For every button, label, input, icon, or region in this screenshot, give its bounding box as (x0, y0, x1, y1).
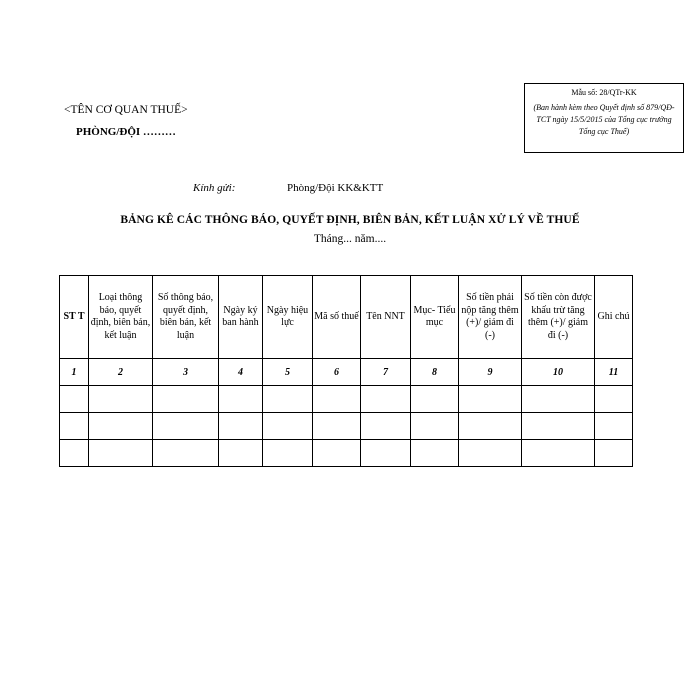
table-header-row (60, 276, 633, 359)
header-sub-item: Mục- Tiểu mục (411, 276, 459, 359)
column-number: 8 (411, 359, 459, 386)
table-cell (361, 440, 411, 467)
header-notes: Ghi chú (595, 276, 633, 359)
table-cell (522, 413, 595, 440)
header-notice-number: Số thông báo, quyết định, biên bản, kết luận (153, 276, 219, 359)
table-row (60, 386, 633, 413)
table-cell (313, 386, 361, 413)
greeting-label: Kính gửi: (193, 182, 236, 194)
table-row (60, 413, 633, 440)
column-number: 2 (89, 359, 153, 386)
table-row (60, 440, 633, 467)
header-notice-type: Loại thông báo, quyết định, biên bản, kết luận (89, 276, 153, 359)
table-cell (411, 440, 459, 467)
header-taxpayer-name: Tên NNT (361, 276, 411, 359)
table-cell (522, 440, 595, 467)
table-cell (219, 440, 263, 467)
column-number: 7 (361, 359, 411, 386)
table-cell (153, 386, 219, 413)
table-cell (411, 386, 459, 413)
tax-agency-name: <TÊN CƠ QUAN THUẾ> (64, 104, 188, 116)
table-cell (361, 413, 411, 440)
table-cell (313, 413, 361, 440)
table-cell (459, 413, 522, 440)
report-period: Tháng... năm.... (313, 233, 387, 245)
greeting-recipient: Phòng/Đội KK&KTT (287, 182, 384, 194)
table-cell (595, 440, 633, 467)
header-issue-date: Ngày ký ban hành (219, 276, 263, 359)
form-code: Mẫu số: 28/QTr-KK (571, 88, 637, 97)
table-cell (263, 440, 313, 467)
table-cell (153, 413, 219, 440)
form-issued-note: (Ban hành kèm theo Quyết định số 879/QĐ-TCT ngày 15/5/2015 của Tổng cục trưởng Tổng cục Thuế) (533, 103, 675, 136)
header-amount-payable: Số tiền phải nộp tăng thêm (+)/ giảm đi (-) (459, 276, 522, 359)
table-cell (459, 386, 522, 413)
table-cell (595, 386, 633, 413)
report-table (59, 275, 633, 467)
column-number: 6 (313, 359, 361, 386)
table-cell (89, 440, 153, 467)
table-cell (361, 386, 411, 413)
table-cell (219, 413, 263, 440)
department-name: PHÒNG/ĐỘI ……… (76, 126, 176, 138)
table-cell (411, 413, 459, 440)
table-cell (60, 440, 89, 467)
column-number: 1 (60, 359, 89, 386)
table-cell (153, 440, 219, 467)
column-number: 9 (459, 359, 522, 386)
table-cell (263, 386, 313, 413)
table-cell (89, 386, 153, 413)
table-cell (459, 440, 522, 467)
table-cell (60, 386, 89, 413)
table-cell (89, 413, 153, 440)
column-number: 11 (595, 359, 633, 386)
document-title: BẢNG KÊ CÁC THÔNG BÁO, QUYẾT ĐỊNH, BIÊN BẢN, KẾT LUẬN XỬ LÝ VỀ THUẾ (120, 214, 580, 226)
header-tax-code: Mã số thuế (313, 276, 361, 359)
form-code-box (524, 83, 684, 153)
table-cell (60, 413, 89, 440)
column-number: 3 (153, 359, 219, 386)
column-number-row (60, 359, 633, 386)
column-number: 5 (263, 359, 313, 386)
table-cell (263, 413, 313, 440)
column-number: 10 (522, 359, 595, 386)
table-cell (595, 413, 633, 440)
table-cell (313, 440, 361, 467)
column-number: 4 (219, 359, 263, 386)
header-effective-date: Ngày hiệu lực (263, 276, 313, 359)
table-cell (522, 386, 595, 413)
header-stt: ST T (60, 276, 89, 359)
table-cell (219, 386, 263, 413)
header-amount-deductible: Số tiền còn được khấu trừ tăng thêm (+)/ giảm đi (-) (522, 276, 595, 359)
